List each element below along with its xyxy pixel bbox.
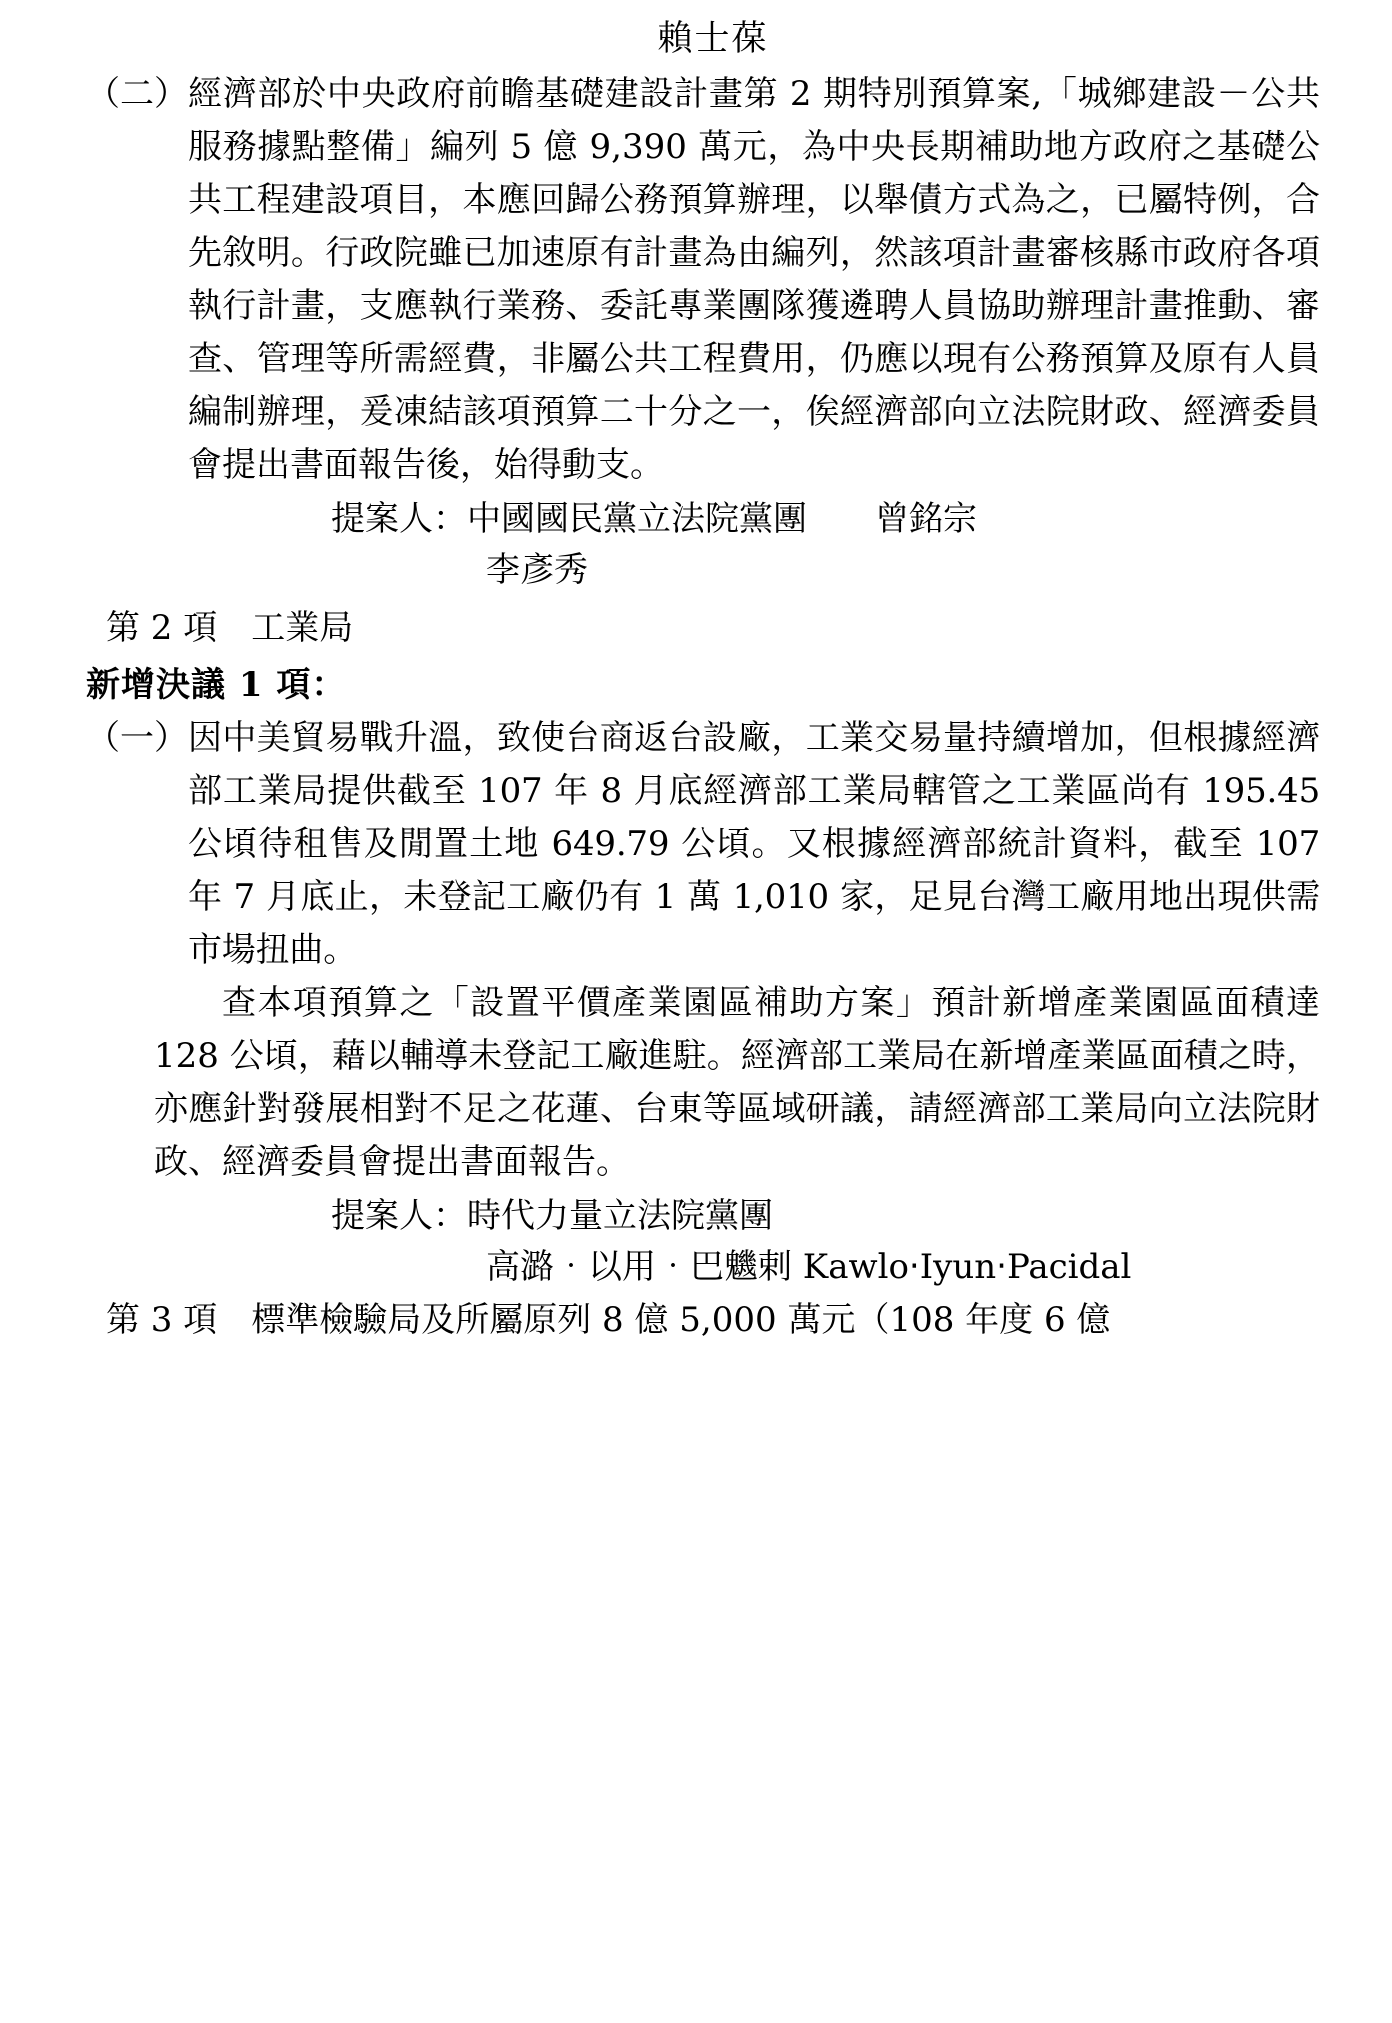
paragraph-item-1 <box>86 712 1320 977</box>
paragraph-item-1-continued: 查本項預算之「設置平價產業園區補助方案」預計新增產業園區面積達 128 公頃，藉以輔導未登記工廠進駐。經濟部工業局在新增產業區面積之時，亦應針對發展相對不足之花蓮、台東等區域研議，請經濟部工業局向立法院財政、經濟委員會提出書面報告。 <box>154 983 1320 1183</box>
proposer-line-2: 提案人：時代力量立法院黨團 <box>331 1196 773 1237</box>
proposer-line-2-second: 高潞‧以用‧巴魕剌 Kawlo‧Iyun‧Pacidal <box>486 1247 1132 1288</box>
new-resolution-heading: 新增決議 1 項： <box>86 665 347 706</box>
paragraph-text: 因中美貿易戰升溫，致使台商返台設廠，工業交易量持續增加，但根據經濟部工業局提供截至 107 年 8 月底經濟部工業局轄管之工業區尚有 195.45 公頃待租售及閒置土地 649.79 公頃。又根據經濟部統計資料，截至 107 年 7 月底止，未登記工廠仍有 1 萬 1,010 家，足見台灣工廠用地出現供需市場扭曲。 <box>188 718 1320 971</box>
proposer-line-1-second: 李彥秀 <box>486 550 588 590</box>
proposer-line-1: 提案人：中國國民黨立法院黨團 曾銘宗 <box>331 499 977 539</box>
paragraph-text: 經濟部於中央政府前瞻基礎建設計畫第 2 期特別預算案,「城鄉建設－公共服務據點整備」編列 5 億 9,390 萬元，為中央長期補助地方政府之基礎公共工程建設項目，本應回歸公務預算辦理，以舉債方式為之，已屬特例，合先敘明。行政院雖已加速原有計畫為由編列，然該項計畫審核縣市政府各項執行計畫，支應執行業務、委託專業團隊獲遴聘人員協助辦理計畫推動、審查、管理等所需經費，非屬公共工程費用，仍應以現有公務預算及原有人員編制辦理，爰凍結該項預算二十分之一，俟經濟部向立法院財政、經濟委員會提出書面報告後，始得動支。 <box>188 73 1320 485</box>
budget-item-3-label: 第 3 項 標準檢驗局及所屬原列 8 億 5,000 萬元（108 年度 6 億 <box>106 1300 1111 1341</box>
paragraph-item-2 <box>86 68 1320 492</box>
paragraph-marker: （二） <box>86 73 188 114</box>
budget-item-2-label: 第 2 項 工業局 <box>106 608 354 648</box>
paragraph-marker: （一） <box>86 718 188 759</box>
page-header-name: 賴士葆 <box>657 19 769 59</box>
